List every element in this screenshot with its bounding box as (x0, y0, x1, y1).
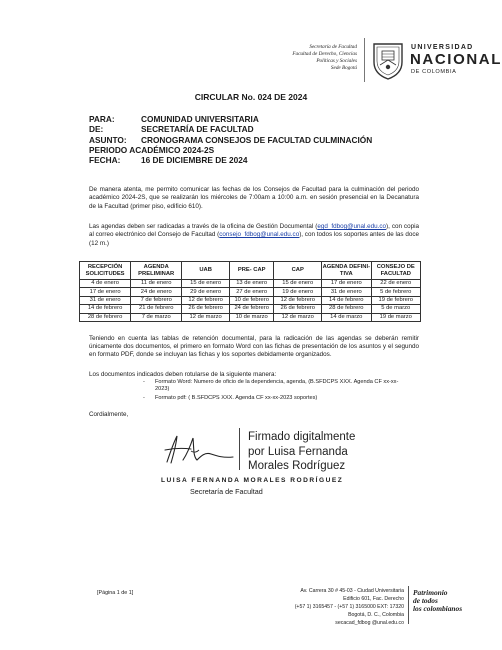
schedule-table (79, 261, 421, 322)
list-dash: - (143, 395, 145, 402)
address-line: (+57 1) 3165457 - (+57 1) 3165000 EXT: 17320 (294, 604, 404, 611)
paragraph-labeling: Los documentos indicados deben rotularse de la siguiente manera: (89, 371, 277, 378)
university-name-top: UNIVERSIDAD (411, 44, 474, 51)
paragraph-intro: De manera atenta, me permito comunicar las fechas de los Consejos de Facultad para la culminación del periodo académico 2024-2S, que se realizarán los miércoles de 7:00am a 10:00 a.m. en sesión presencial en la Decanatura de la Facultad (primer piso, edificio 610). (89, 186, 419, 210)
consejo-email-link[interactable]: consejo_fdbog@unal.edu.co (219, 231, 300, 239)
signer-role: Secretaría de Facultad (190, 487, 263, 496)
university-seal-icon (371, 40, 405, 80)
table-cell: 31 de enero (80, 296, 131, 304)
column-header: PRE- CAP (230, 262, 274, 280)
table-row (80, 305, 421, 313)
table-cell: 24 de enero (131, 288, 182, 296)
signature-divider (239, 428, 240, 470)
table-cell: 24 de febrero (230, 305, 274, 313)
meta-asunto-cont-row (89, 145, 372, 155)
header-divider (364, 38, 365, 82)
handwritten-signature (161, 430, 239, 468)
footer-tagline (413, 589, 462, 614)
asunto-label: ASUNTO: (89, 134, 127, 145)
table-cell: 31 de enero (322, 288, 371, 296)
list-item (143, 379, 398, 393)
table-cell: 4 de enero (80, 280, 131, 288)
list-item-text: Formato Word: Numero de oficio de la dependencia, agenda, (B.SFDCPS XXX. Agenda CF xx-xx- (155, 379, 399, 385)
memo-header (89, 114, 372, 165)
table-cell: 12 de febrero (274, 296, 322, 304)
fecha-label: FECHA: (89, 155, 121, 166)
meta-para-row (89, 114, 372, 124)
table-cell: 7 de marzo (131, 313, 182, 321)
table-cell: 10 de febrero (230, 296, 274, 304)
gestion-email-link[interactable]: egd_fdbog@unal.edu.co (317, 223, 387, 230)
office-line: Secretaría de Facultad (309, 44, 357, 50)
address-line: Bogotá, D. C., Colombia (348, 612, 404, 619)
table-cell: 11 de enero (131, 280, 182, 288)
para-value: COMUNIDAD UNIVERSITARIA (141, 114, 259, 124)
table-cell: 5 de marzo (371, 305, 420, 313)
list-dash: - (143, 379, 145, 385)
office-line: Facultad de Derecho, Ciencias Políticas y Sociales (292, 51, 357, 64)
table-cell: 12 de marzo (182, 313, 230, 321)
tagline-line: Patrimonio (413, 588, 448, 597)
table-cell: 21 de febrero (131, 305, 182, 313)
table-cell: 12 de marzo (274, 313, 322, 321)
table-cell: 14 de marzo (322, 313, 371, 321)
table-cell: 15 de enero (274, 280, 322, 288)
table-cell: 14 de febrero (80, 305, 131, 313)
de-value: SECRETARÍA DE FACULTAD (141, 124, 254, 135)
table-row (80, 280, 421, 288)
column-header: CAP (274, 262, 322, 280)
footer-divider (408, 586, 409, 624)
page-number: [Página 1 de 1] (97, 590, 134, 596)
university-name-main: NACIONAL (410, 51, 502, 68)
table-cell: 13 de enero (230, 280, 274, 288)
fecha-value: 16 DE DICIEMBRE DE 2024 (141, 155, 248, 166)
tagline-line: los colombianos (413, 604, 463, 614)
digital-signature-stamp (248, 430, 355, 474)
paragraph-retention: Teniendo en cuenta las tablas de retención documental, para la radicación de las agendas se deberán remitir únicamente dos documentos, el primero en formato Word con las fichas de presentación de los asuntos y el segundo en formato PDF, donde se incluyan las fichas y los soportes debidamente organizados. (89, 335, 419, 359)
faculty-office-block (282, 44, 357, 72)
table-cell: 5 de febrero (371, 288, 420, 296)
table-header-row (80, 262, 421, 280)
table-cell: 29 de enero (182, 288, 230, 296)
column-header: CONSEJO DE FACULTAD (371, 262, 420, 280)
table-cell: 28 de febrero (322, 305, 371, 313)
asunto-value-cont: PERIODO ACADÉMICO 2024-2S (89, 144, 215, 155)
column-header: AGENDA PRELIMINAR (131, 262, 182, 280)
table-cell: 17 de enero (322, 280, 371, 288)
para-label: PARA: (89, 114, 115, 124)
table-cell: 15 de enero (182, 280, 230, 288)
table-cell: 19 de enero (274, 288, 322, 296)
submission-text-b: ), con copia al correo electrónico del Consejo de Facultad ( (89, 223, 419, 239)
asunto-value: CRONOGRAMA CONSEJOS DE FACULTAD CULMINACIÓN (141, 134, 373, 145)
meta-asunto-row (89, 135, 372, 145)
meta-de-row (89, 124, 372, 134)
list-item-text: Formato pdf: ( B.SFDCPS XXX. Agenda CF xx-xx-2023 soportes) (155, 395, 318, 402)
table-cell: 28 de febrero (80, 313, 131, 321)
address-line: Edificio 601, Fac. Derecho (343, 596, 404, 603)
digital-signature-line: Morales Rodríguez (248, 460, 346, 472)
submission-text-a: Las agendas deben ser radicadas a través de la oficina de Gestión Documental ( (89, 223, 318, 230)
table-cell: 22 de enero (371, 280, 420, 288)
column-header: UAB (182, 262, 230, 280)
table-cell: 12 de febrero (182, 296, 230, 304)
footer-address (280, 587, 404, 627)
table-cell: 17 de enero (80, 288, 131, 296)
table-row (80, 313, 421, 321)
address-line: Av. Carrera 30 # 45-03 - Ciudad Universitaria (300, 588, 404, 594)
table-cell: 10 de marzo (230, 313, 274, 321)
table-cell: 26 de febrero (182, 305, 230, 313)
column-header: RECEPCIÓN SOLICITUDES (80, 262, 131, 280)
table-cell: 19 de marzo (371, 313, 420, 321)
digital-signature-line: Firmado digitalmente (248, 431, 356, 443)
closing-text: Cordialmente, (89, 411, 129, 418)
labeling-list (143, 379, 398, 403)
tagline-line: de todos (413, 596, 438, 606)
list-item (143, 395, 398, 402)
paragraph-submission (89, 223, 419, 248)
de-label: DE: (89, 124, 104, 135)
address-line: secacad_fdbog @unal.edu.co (335, 620, 404, 627)
table-cell: 19 de febrero (371, 296, 420, 304)
column-header: AGENDA DEFINI-TIVA (322, 262, 371, 280)
list-item-text-cont: 2023) (155, 386, 170, 393)
signer-name: LUISA FERNANDA MORALES RODRÍGUEZ (161, 477, 344, 484)
table-cell: 27 de enero (230, 288, 274, 296)
submission-text-c: ), con todos los soportes antes de las doce (12 m.) (89, 231, 419, 247)
meta-fecha-row (89, 155, 372, 165)
university-name-bottom: DE COLOMBIA (411, 69, 457, 75)
table-cell: 14 de febrero (322, 296, 371, 304)
table-row (80, 288, 421, 296)
circular-title: CIRCULAR No. 024 DE 2024 (194, 92, 308, 102)
digital-signature-line: por Luisa Fernanda (248, 445, 348, 458)
table-cell: 26 de febrero (274, 305, 322, 313)
office-line: Sede Bogotá (330, 65, 357, 71)
table-cell: 7 de febrero (131, 296, 182, 304)
table-row (80, 296, 421, 304)
